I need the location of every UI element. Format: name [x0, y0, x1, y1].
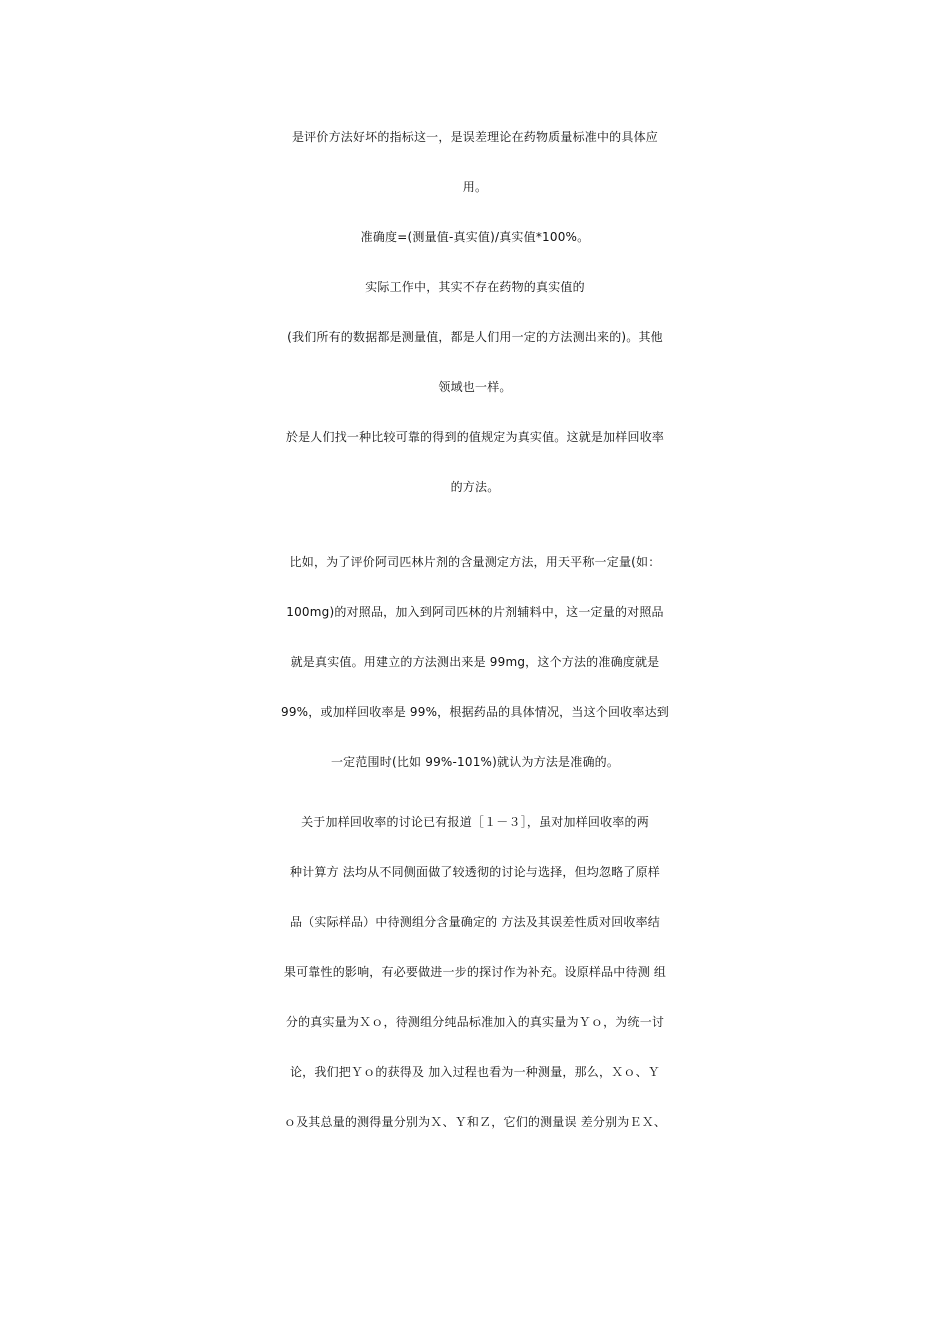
text-line: 种计算方 法均从不同侧面做了较透彻的讨论与选择，但均忽略了原样	[289, 865, 661, 879]
text-line: 果可靠性的影响，有必要做进一步的探讨作为补充。设原样品中待测 组	[283, 965, 667, 979]
text-line: ｏ及其总量的测得量分别为Ｘ、Ｙ和Ｚ，它们的测量误 差分别为ＥＸ、	[283, 1115, 667, 1129]
text-line: 是评价方法好坏的指标这一，是误差理论在药物质量标准中的具体应	[291, 130, 658, 144]
text-line: 用。	[462, 180, 488, 194]
text-line: (我们所有的数据都是测量值，都是人们用一定的方法测出来的)。其他	[287, 330, 663, 344]
text-line: 实际工作中，其实不存在药物的真实值的	[365, 280, 585, 294]
text-line: 论，我们把Ｙｏ的获得及 加入过程也看为一种测量，那么，Ｘｏ、Ｙ	[289, 1065, 661, 1079]
text-line: 准确度=(测量值-真实值)/真实值*100%。	[360, 230, 590, 244]
text-line: 一定范围时(比如 99%-101%)就认为方法是准确的。	[330, 755, 620, 769]
text-line: 100mg)的对照品，加入到阿司匹林的片剂辅料中，这一定量的对照品	[286, 605, 664, 619]
text-line: 就是真实值。用建立的方法测出来是 99mg，这个方法的准确度就是	[290, 655, 660, 669]
text-line: 关于加样回收率的讨论已有报道［１－３］，虽对加样回收率的两	[301, 815, 649, 829]
text-line: 比如，为了评价阿司匹林片剂的含量测定方法，用天平称一定量(如：	[289, 555, 661, 569]
text-line: 於是人们找一种比较可靠的得到的值规定为真实值。这就是加样回收率	[285, 430, 665, 444]
text-line: 领域也一样。	[438, 380, 512, 394]
text-line: 品（实际样品）中待测组分含量确定的 方法及其误差性质对回收率结	[289, 915, 661, 929]
text-line: 的方法。	[450, 480, 500, 494]
text-line: 99%，或加样回收率是 99%，根据药品的具体情况，当这个回收率达到	[281, 705, 669, 719]
text-line: 分的真实量为Ｘｏ，待测组分纯品标准加入的真实量为Ｙｏ，为统一讨	[285, 1015, 665, 1029]
